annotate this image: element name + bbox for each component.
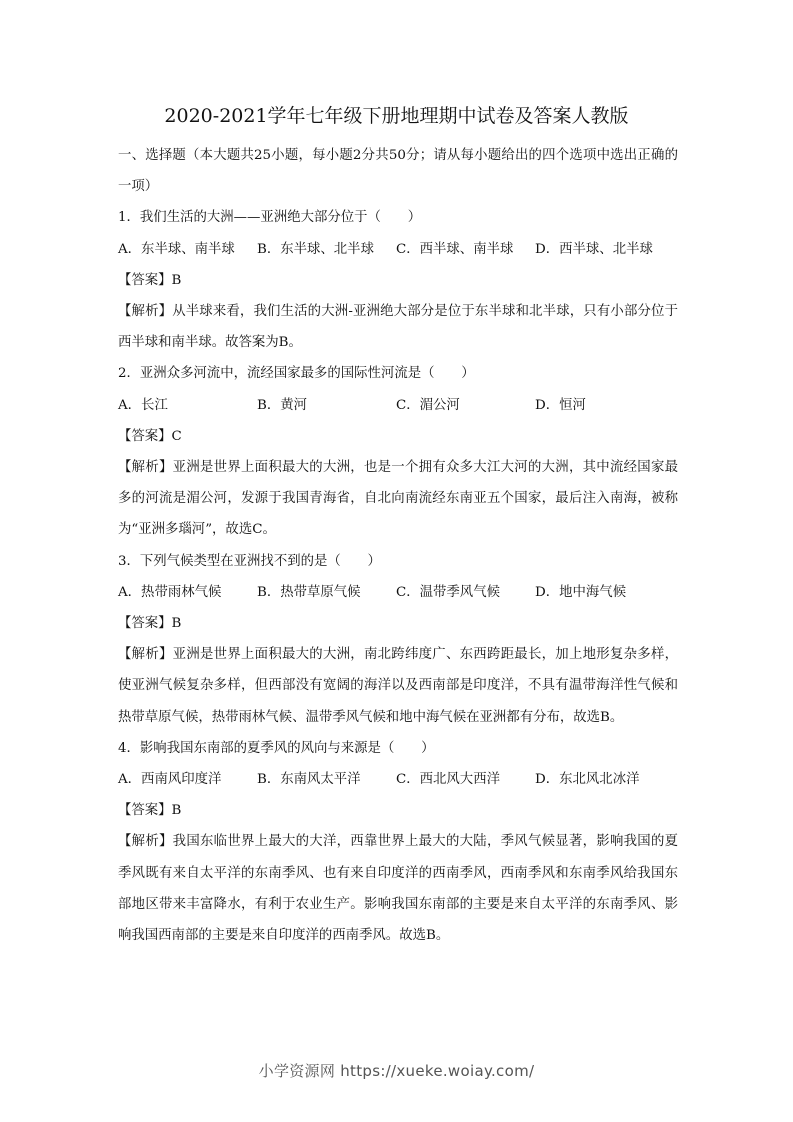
option-a: A．西南风印度洋 (118, 772, 222, 788)
option-c: C．西北风大西洋 (396, 772, 500, 788)
question-stem: 3．下列气候类型在亚洲找不到的是（ ） (118, 553, 381, 569)
question-options (118, 390, 678, 421)
document-title: 2020-2021学年七年级下册地理期中试卷及答案人教版 (164, 105, 629, 127)
question-block (118, 733, 678, 951)
option-a: A．东半球、南半球 (118, 241, 235, 257)
option-b: B．东半球、北半球 (257, 241, 374, 257)
footer-watermark: 小学资源网 https://xueke.woiay.com/ (258, 1062, 535, 1080)
question-options (118, 764, 678, 795)
question-stem: 4．影响我国东南部的夏季风的风向与来源是（ ） (118, 740, 435, 756)
option-b: B．热带草原气候 (257, 584, 361, 600)
option-a: A．热带雨林气候 (118, 584, 222, 600)
option-d: D．东北风北冰洋 (535, 772, 640, 788)
question-block (118, 546, 678, 733)
answer-line: 【答案】B (118, 272, 182, 288)
answer-line: 【答案】B (118, 803, 182, 819)
option-d: D．地中海气候 (535, 584, 627, 600)
option-d: D．恒河 (535, 397, 586, 413)
question-block (118, 202, 678, 358)
analysis-text: 【解析】我国东临世界上最大的大洋，西靠世界上最大的大陆，季风气候显著，影响我国的夏季风既有来自太平洋的东南季风、也有来自印度洋的西南季风，西南季风和东南季风给我国东部地区带来丰富降水，有利于农业生产。影响我国东南部的主要是来自太平洋的东南季风、影响我国西南部的主要是来自印度洋的西南季风。故选B。 (118, 834, 678, 944)
option-c: C．温带季风气候 (396, 584, 500, 600)
option-d: D．西半球、北半球 (535, 241, 653, 257)
question-options (118, 234, 678, 265)
question-stem: 2．亚洲众多河流中，流经国家最多的国际性河流是（ ） (118, 366, 475, 382)
analysis-text: 【解析】亚洲是世界上面积最大的大洲，也是一个拥有众多大江大河的大洲，其中流经国家最多的河流是湄公河，发源于我国青海省，自北向南流经东南亚五个国家，最后注入南海，被称为“亚洲多瑙河”，故选C。 (118, 460, 678, 538)
question-options (118, 577, 678, 608)
section-heading: 一、选择题（本大题共25小题，每小题2分共50分；请从每小题给出的四个选项中选出正确的一项） (118, 148, 678, 195)
analysis-text: 【解析】从半球来看，我们生活的大洲-亚洲绝大部分是位于东半球和北半球，只有小部分位于西半球和南半球。故答案为B。 (118, 304, 678, 351)
option-c: C．西半球、南半球 (396, 241, 514, 257)
analysis-text: 【解析】亚洲是世界上面积最大的大洲，南北跨纬度广、东西跨距最长，加上地形复杂多样，使亚洲气候复杂多样，但西部没有宽阔的海洋以及西南部是印度洋，不具有温带海洋性气候和热带草原气候，热带雨林气候、温带季风气候和地中海气候在亚洲都有分布，故选B。 (118, 647, 678, 725)
option-b: B．东南风太平洋 (257, 772, 361, 788)
option-c: C．湄公河 (396, 397, 460, 413)
document-body (118, 140, 678, 951)
option-b: B．黄河 (257, 397, 308, 413)
answer-line: 【答案】B (118, 616, 182, 632)
answer-line: 【答案】C (118, 428, 182, 444)
option-a: A．长江 (118, 397, 168, 413)
question-stem: 1．我们生活的大洲——亚洲绝大部分位于（ ） (118, 210, 422, 226)
question-block (118, 358, 678, 545)
